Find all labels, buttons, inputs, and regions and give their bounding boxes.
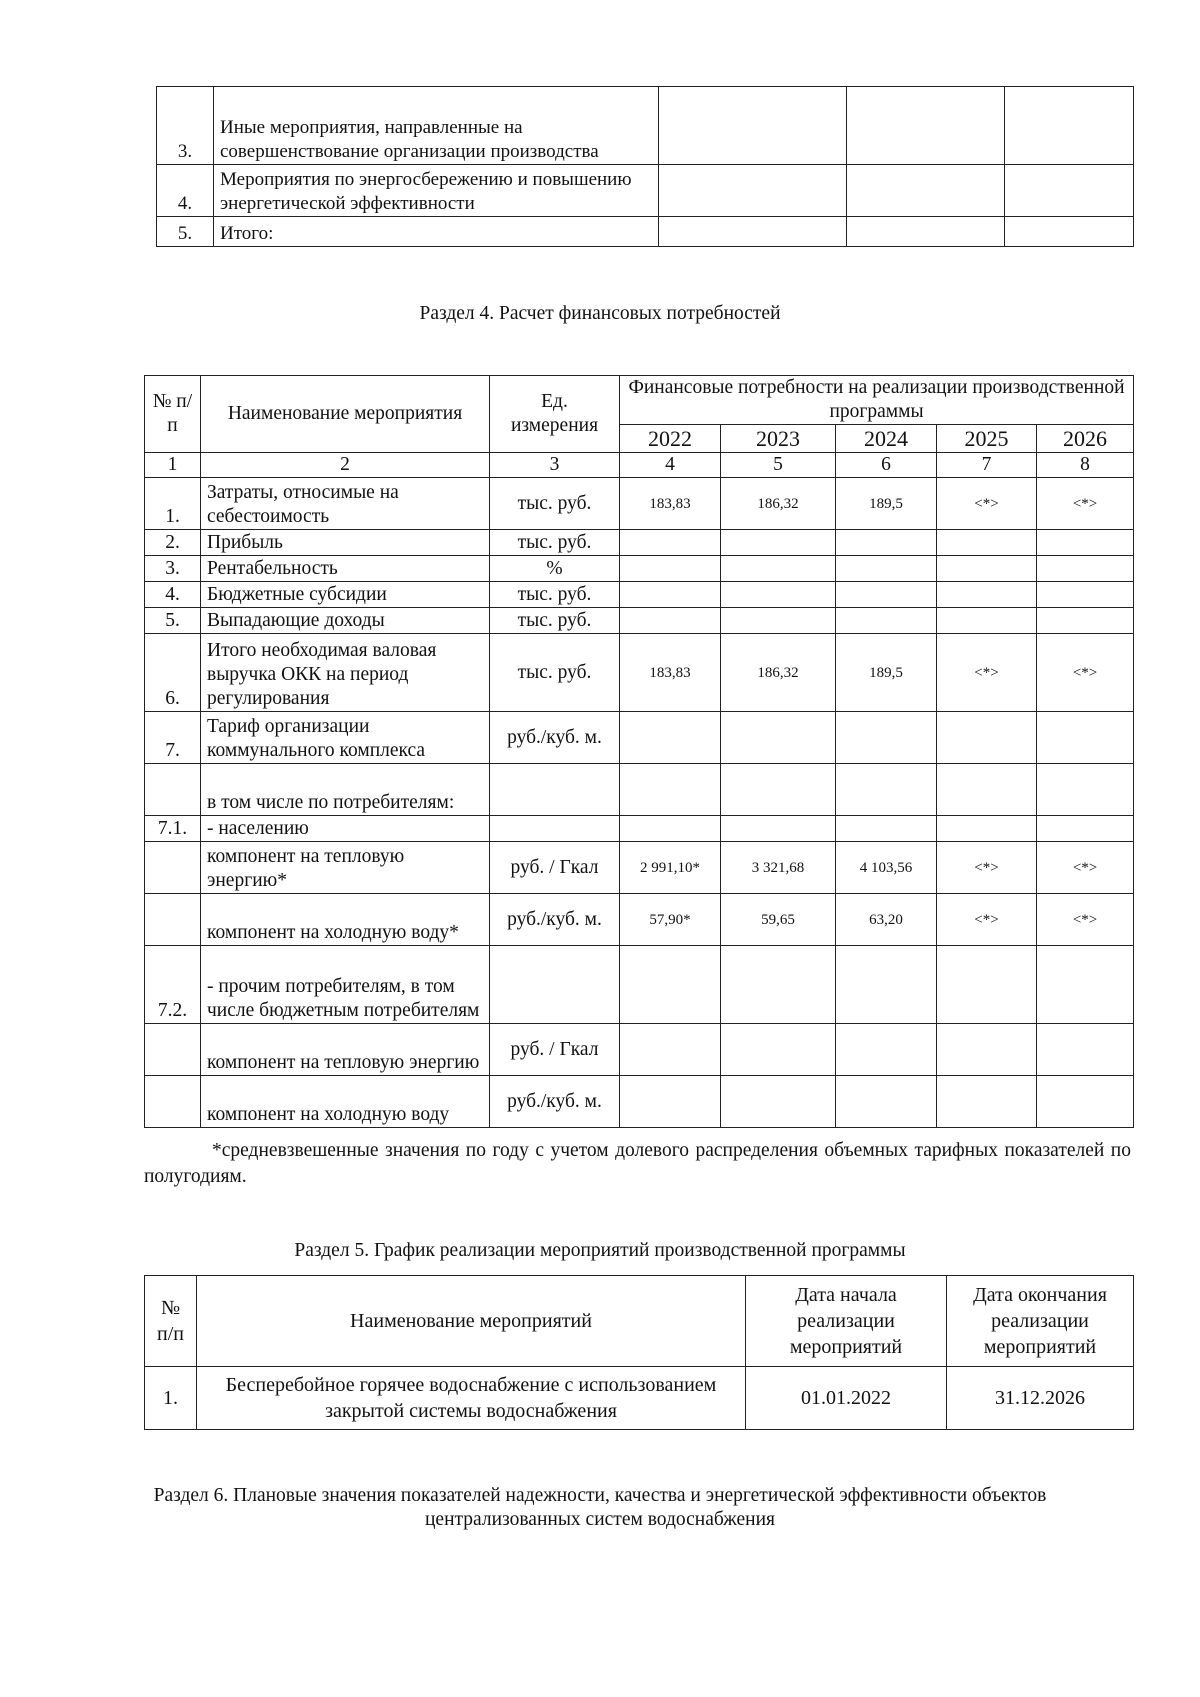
row-name: компонент на тепловую энергию	[201, 1024, 490, 1076]
column-number: 1	[145, 453, 201, 478]
row-value	[937, 1024, 1037, 1076]
row-value: 57,90*	[620, 894, 721, 946]
table-row	[145, 816, 1134, 842]
column-numbers-row	[145, 453, 1134, 478]
row-value	[836, 712, 937, 764]
col-header-num: № п/п	[145, 1276, 197, 1367]
row-number: 6.	[145, 634, 201, 712]
col-header-start: Дата начала реализации мероприятий	[746, 1276, 947, 1367]
col-header-num: № п/п	[145, 376, 201, 453]
row-number: 2.	[145, 530, 201, 556]
row-value	[721, 1024, 836, 1076]
column-number: 8	[1037, 453, 1134, 478]
row-value	[836, 764, 937, 816]
row-value	[1037, 608, 1134, 634]
row-value	[836, 1076, 937, 1128]
row-value	[937, 582, 1037, 608]
section6-title: Раздел 6. Плановые значения показателей надежности, качества и энергетической эффективности объектов централизованных систем водоснабжения	[153, 1485, 1047, 1530]
table-row	[145, 764, 1134, 816]
row-unit: руб. / Гкал	[490, 1024, 620, 1076]
row-name: Мероприятия по энергосбережению и повышению энергетической эффективности	[214, 165, 659, 217]
row-value	[620, 712, 721, 764]
table-row	[145, 582, 1134, 608]
row-name: Рентабельность	[201, 556, 490, 582]
table-cell	[1005, 165, 1134, 217]
column-number: 7	[937, 453, 1037, 478]
year-header: 2023	[721, 425, 836, 453]
row-value	[1037, 582, 1134, 608]
row-value	[721, 582, 836, 608]
row-value: 189,5	[836, 634, 937, 712]
row-number: 1.	[145, 1367, 197, 1430]
section4-title: Раздел 4. Расчет финансовых потребностей	[419, 303, 781, 324]
table-row	[145, 1024, 1134, 1076]
row-value: 3 321,68	[721, 842, 836, 894]
row-name: Итого:	[214, 217, 659, 247]
row-unit: руб./куб. м.	[490, 712, 620, 764]
col-header-end: Дата окончания реализации мероприятий	[947, 1276, 1134, 1367]
row-value	[721, 712, 836, 764]
row-unit: тыс. руб.	[490, 634, 620, 712]
row-value: <*>	[1037, 478, 1134, 530]
row-value	[1037, 1024, 1134, 1076]
row-unit: %	[490, 556, 620, 582]
column-number: 5	[721, 453, 836, 478]
year-header: 2026	[1037, 425, 1134, 453]
row-value	[1037, 816, 1134, 842]
row-value	[1037, 1076, 1134, 1128]
table-row	[157, 87, 1134, 165]
row-value	[620, 816, 721, 842]
row-unit: руб./куб. м.	[490, 1076, 620, 1128]
row-number: 7.2.	[145, 946, 201, 1024]
row-name: Бюджетные субсидии	[201, 582, 490, 608]
row-value	[620, 608, 721, 634]
row-value	[721, 816, 836, 842]
row-value: <*>	[1037, 842, 1134, 894]
row-value	[620, 582, 721, 608]
row-name: Бесперебойное горячее водоснабжение с использованием закрытой системы водоснабжения	[197, 1367, 746, 1430]
column-number: 6	[836, 453, 937, 478]
row-value	[937, 608, 1037, 634]
row-value	[1037, 556, 1134, 582]
row-value	[836, 530, 937, 556]
row-value: 4 103,56	[836, 842, 937, 894]
row-value	[836, 582, 937, 608]
row-value	[721, 530, 836, 556]
table-cell	[1005, 217, 1134, 247]
section3-table	[156, 86, 1134, 247]
row-number	[145, 1076, 201, 1128]
col-header-name: Наименование мероприятия	[201, 376, 490, 453]
row-value	[937, 530, 1037, 556]
row-number: 3.	[145, 556, 201, 582]
row-unit: тыс. руб.	[490, 608, 620, 634]
row-number: 1.	[145, 478, 201, 530]
row-value: 186,32	[721, 478, 836, 530]
row-unit	[490, 946, 620, 1024]
row-value	[620, 556, 721, 582]
row-value	[620, 946, 721, 1024]
row-unit: руб./куб. м.	[490, 894, 620, 946]
row-number	[145, 1024, 201, 1076]
column-number: 4	[620, 453, 721, 478]
table-row	[145, 894, 1134, 946]
table-cell	[847, 87, 1005, 165]
table-row	[157, 165, 1134, 217]
row-value	[1037, 764, 1134, 816]
row-name: в том числе по потребителям:	[201, 764, 490, 816]
row-name: компонент на холодную воду*	[201, 894, 490, 946]
row-value: <*>	[1037, 894, 1134, 946]
table-row	[157, 217, 1134, 247]
row-unit: тыс. руб.	[490, 582, 620, 608]
section5-title: Раздел 5. График реализации мероприятий производственной программы	[294, 1240, 906, 1261]
column-number: 2	[201, 453, 490, 478]
row-unit: тыс. руб.	[490, 478, 620, 530]
row-name: Прибыль	[201, 530, 490, 556]
table-cell	[659, 87, 847, 165]
row-value	[721, 946, 836, 1024]
year-header: 2022	[620, 425, 721, 453]
row-number: 5.	[145, 608, 201, 634]
row-value	[721, 608, 836, 634]
row-end-date: 31.12.2026	[947, 1367, 1134, 1430]
row-value: 63,20	[836, 894, 937, 946]
row-name: Итого необходимая валовая выручка ОКК на период регулирования	[201, 634, 490, 712]
row-value	[937, 946, 1037, 1024]
row-value	[937, 712, 1037, 764]
table-row	[145, 556, 1134, 582]
row-name: - прочим потребителям, в том числе бюджетным потребителям	[201, 946, 490, 1024]
row-name: Затраты, относимые на себестоимость	[201, 478, 490, 530]
row-name: - населению	[201, 816, 490, 842]
table-row	[145, 712, 1134, 764]
row-value	[1037, 530, 1134, 556]
financial-rows	[145, 478, 1134, 1128]
table-row	[145, 478, 1134, 530]
row-value	[721, 1076, 836, 1128]
row-value	[1037, 946, 1134, 1024]
row-name: Иные мероприятия, направленные на совершенствование организации производства	[214, 87, 659, 165]
row-number: 7.1.	[145, 816, 201, 842]
header-row	[145, 1276, 1134, 1367]
table-cell	[659, 165, 847, 217]
table-row	[145, 1367, 1134, 1430]
row-value	[836, 556, 937, 582]
row-value: <*>	[1037, 634, 1134, 712]
row-unit: тыс. руб.	[490, 530, 620, 556]
row-value	[721, 764, 836, 816]
row-value	[937, 556, 1037, 582]
year-header: 2025	[937, 425, 1037, 453]
table-cell	[847, 165, 1005, 217]
row-value: <*>	[937, 842, 1037, 894]
row-value: 189,5	[836, 478, 937, 530]
table-row	[145, 530, 1134, 556]
row-unit	[490, 816, 620, 842]
row-name: компонент на холодную воду	[201, 1076, 490, 1128]
row-value: 59,65	[721, 894, 836, 946]
col-header-name: Наименование мероприятий	[197, 1276, 746, 1367]
row-unit	[490, 764, 620, 816]
row-value	[620, 1076, 721, 1128]
row-value	[937, 1076, 1037, 1128]
row-value	[836, 608, 937, 634]
row-number: 7.	[145, 712, 201, 764]
footnote: *средневзвешенные значения по году с учетом долевого распределения объемных тарифных показателей по полугодиям.	[144, 1140, 1131, 1187]
row-value	[836, 946, 937, 1024]
row-value	[620, 764, 721, 816]
row-number	[145, 894, 201, 946]
row-value: <*>	[937, 894, 1037, 946]
table-row	[145, 1076, 1134, 1128]
financial-needs-table	[144, 375, 1134, 1128]
table-row	[145, 842, 1134, 894]
row-value	[620, 530, 721, 556]
col-header-financial: Финансовые потребности на реализации производственной программы	[620, 376, 1134, 425]
row-value: <*>	[937, 478, 1037, 530]
row-number: 5.	[157, 217, 214, 247]
row-name: Тариф организации коммунального комплекса	[201, 712, 490, 764]
header-row	[145, 376, 1134, 425]
row-number: 4.	[145, 582, 201, 608]
column-number: 3	[490, 453, 620, 478]
year-header: 2024	[836, 425, 937, 453]
row-start-date: 01.01.2022	[746, 1367, 947, 1430]
row-number: 4.	[157, 165, 214, 217]
row-value: <*>	[937, 634, 1037, 712]
row-value: 186,32	[721, 634, 836, 712]
row-value	[937, 816, 1037, 842]
row-value: 183,83	[620, 634, 721, 712]
row-name: Выпадающие доходы	[201, 608, 490, 634]
schedule-table	[144, 1275, 1134, 1430]
row-number	[145, 842, 201, 894]
row-name: компонент на тепловую энергию*	[201, 842, 490, 894]
row-number	[145, 764, 201, 816]
row-value	[1037, 712, 1134, 764]
row-value	[836, 1024, 937, 1076]
table-cell	[1005, 87, 1134, 165]
table-cell	[659, 217, 847, 247]
row-unit: руб. / Гкал	[490, 842, 620, 894]
row-number: 3.	[157, 87, 214, 165]
row-value	[620, 1024, 721, 1076]
table-row	[145, 946, 1134, 1024]
row-value: 183,83	[620, 478, 721, 530]
row-value	[937, 764, 1037, 816]
row-value	[836, 816, 937, 842]
row-value: 2 991,10*	[620, 842, 721, 894]
table-row	[145, 608, 1134, 634]
table-cell	[847, 217, 1005, 247]
table-row	[145, 634, 1134, 712]
row-value	[721, 556, 836, 582]
col-header-unit: Ед. измерения	[490, 376, 620, 453]
